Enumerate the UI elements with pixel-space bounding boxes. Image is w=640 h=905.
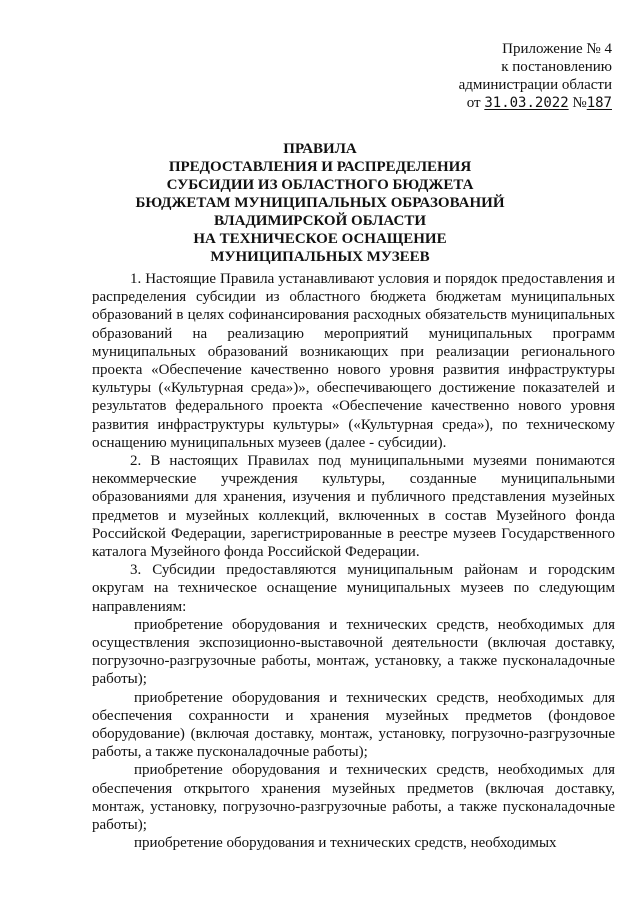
number-prefix: №: [572, 95, 587, 111]
resolution-number: 187: [586, 95, 612, 111]
title-line: ПРЕДОСТАВЛЕНИЯ И РАСПРЕДЕЛЕНИЯ: [168, 159, 472, 175]
title-line: БЮДЖЕТАМ МУНИЦИПАЛЬНЫХ ОБРАЗОВАНИЙ: [135, 195, 505, 211]
document-title: [70, 140, 570, 266]
paragraph-1: 1. Настоящие Правила устанавливают условия и порядок предоставления и распределения субсидии из областного бюджета бюджетам муниципальных образований в целях софинансирования расходных обязательств муниципальных образований на реализацию мероприятий муниципальных программ муниципальных образований возникающих при реализации регионального проекта «Обеспечение качественно нового уровня развития инфраструктуры культуры («Культурная среда»)», обеспечивающего достижение показателей и результатов федерального проекта «Обеспечение качественно нового уровня развития инфраструктуры культуры» («Культурная среда»), по техническому оснащению муниципальных музеев (далее - субсидии).: [92, 271, 615, 451]
title-line: НА ТЕХНИЧЕСКОЕ ОСНАЩЕНИЕ: [193, 231, 447, 247]
document-body: [92, 270, 615, 853]
list-item: приобретение оборудования и технических средств, необходимых для обеспечения сохранности и хранения музейных предметов (фондовое оборудование) (включая доставку, монтаж, установку, погрузочно-разгрузочные работы, а также пусконаладочные работы);: [92, 689, 615, 761]
title-line: ВЛАДИМИРСКОЙ ОБЛАСТИ: [214, 213, 426, 229]
title-line: ПРАВИЛА: [283, 141, 357, 157]
resolution-date: 31.03.2022: [484, 95, 569, 111]
list-item: приобретение оборудования и технических средств, необходимых для обеспечения открытого хранения музейных предметов (включая доставку, монтаж, установку, погрузочно-разгрузочные работы, а также пусконаладочные работы);: [92, 762, 615, 834]
paragraph-3: 3. Субсидии предоставляются муниципальным районам и городским округам на техническое оснащение муниципальных музеев по следующим направлениям:: [92, 562, 615, 615]
title-line: СУБСИДИИ ИЗ ОБЛАСТНОГО БЮДЖЕТА: [166, 177, 474, 193]
appendix-block: [459, 40, 612, 112]
title-line: МУНИЦИПАЛЬНЫХ МУЗЕЕВ: [210, 249, 430, 265]
list-item: приобретение оборудования и технических средств, необходимых для осуществления экспозиционно-выставочной деятельности (включая доставку, погрузочно-разгрузочные работы, монтаж, установку, а также пусконаладочные работы);: [92, 616, 615, 688]
appendix-resolution: к постановлению: [501, 59, 612, 75]
appendix-date-line: [459, 94, 612, 112]
appendix-authority: администрации области: [458, 77, 612, 93]
appendix-number: Приложение № 4: [502, 41, 612, 57]
paragraph-2: 2. В настоящих Правилах под муниципальными музеями понимаются некоммерческие учреждения культуры, созданные муниципальными образованиями для хранения, изучения и публичного представления музейных предметов и музейных коллекций, включенных в состав Музейного фонда Российской Федерации, зарегистрированные в реестре музеев Государственного каталога Музейного фонда Российской Федерации.: [92, 453, 615, 561]
list-item: приобретение оборудования и технических средств, необходимых: [134, 835, 557, 852]
date-prefix: от: [466, 95, 481, 111]
